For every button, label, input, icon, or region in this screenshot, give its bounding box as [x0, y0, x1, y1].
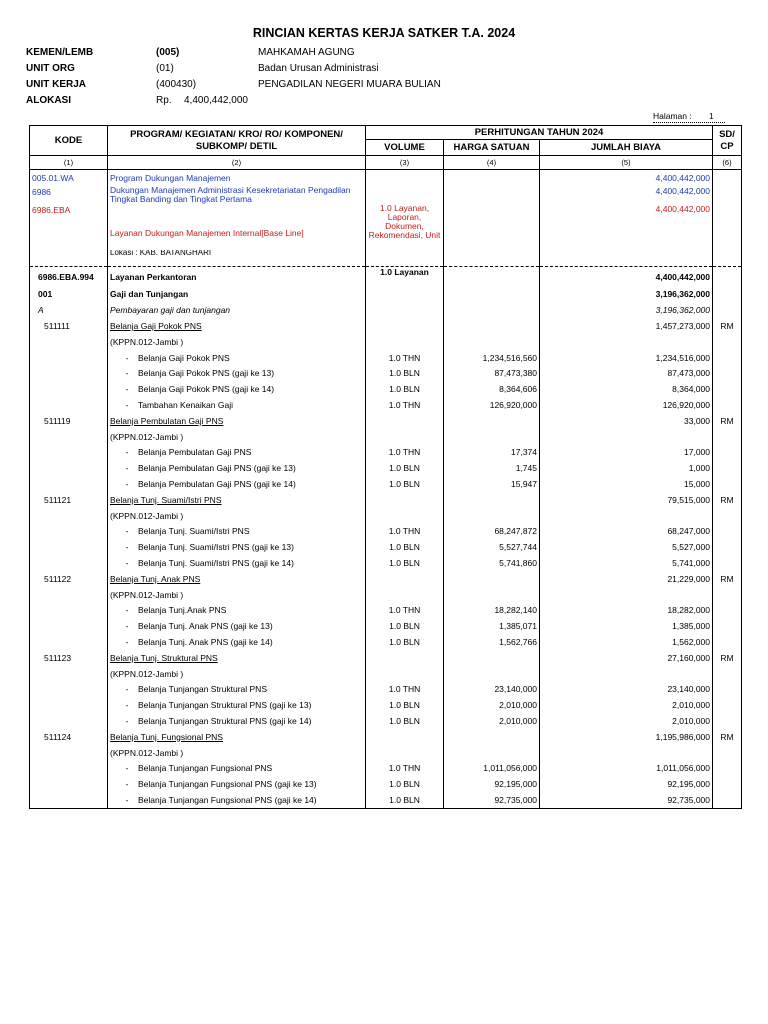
detail-row [30, 713, 742, 729]
account-source: RM [713, 318, 742, 334]
meta-value: MAHKAMAH AGUNG [258, 47, 355, 58]
row-total: 3,196,362,000 [540, 287, 713, 303]
detail-name: Belanja Tunj. Suami/Istri PNS [138, 526, 250, 537]
detail-row [30, 445, 742, 461]
detail-jumlah: 1,562,000 [540, 634, 713, 650]
col-header-harga: HARGA SATUAN [444, 140, 540, 156]
page-underline [653, 122, 725, 123]
detail-jumlah: 1,011,056,000 [540, 761, 713, 777]
col-number: (5) [540, 156, 713, 170]
detail-row [30, 539, 742, 555]
account-total: 21,229,000 [540, 571, 713, 587]
account-row [30, 318, 742, 334]
detail-name: Belanja Tunj.Anak PNS [138, 605, 227, 616]
col-number: (4) [444, 156, 540, 170]
row-volume: 1.0 Layanan [366, 266, 444, 287]
meta-value: Badan Urusan Administrasi [258, 63, 379, 74]
detail-name-cell [108, 792, 366, 808]
detail-jumlah: 1,000 [540, 460, 713, 476]
detail-name: Belanja Tunjangan Fungsional PNS [138, 763, 273, 774]
meta-key: ALOKASI [26, 95, 71, 106]
row-desc: Program Dukungan Manajemen [108, 170, 366, 186]
detail-name-cell [108, 460, 366, 476]
detail-row [30, 682, 742, 698]
detail-volume: 1.0 BLN [366, 792, 444, 808]
account-total: 27,160,000 [540, 650, 713, 666]
page-indicator [653, 111, 714, 121]
col-header-kode: KODE [30, 126, 108, 156]
detail-harga: 2,010,000 [444, 713, 540, 729]
col-header-perhitungan: PERHITUNGAN TAHUN 2024 [366, 126, 713, 140]
detail-name: Belanja Gaji Pokok PNS (gaji ke 14) [138, 384, 275, 395]
table-row [30, 266, 742, 287]
row-code: 6986.EBA [30, 204, 108, 250]
detail-jumlah: 92,735,000 [540, 792, 713, 808]
account-total: 79,515,000 [540, 492, 713, 508]
table-row [30, 287, 742, 303]
detail-jumlah: 15,000 [540, 476, 713, 492]
detail-name-cell [108, 445, 366, 461]
row-code: 6986 [30, 186, 108, 204]
row-code: 6986.EBA.994 [30, 266, 108, 287]
bullet-dash: - [125, 384, 129, 395]
detail-harga: 92,195,000 [444, 776, 540, 792]
detail-jumlah: 1,385,000 [540, 618, 713, 634]
detail-volume: 1.0 BLN [366, 555, 444, 571]
page-number: 1 [709, 111, 714, 121]
detail-name-cell [108, 476, 366, 492]
account-code: 511123 [30, 650, 108, 666]
account-name: Belanja Tunj. Struktural PNS [108, 650, 366, 666]
detail-jumlah: 2,010,000 [540, 697, 713, 713]
detail-harga: 87,473,380 [444, 366, 540, 382]
detail-name: Belanja Tunj. Anak PNS (gaji ke 14) [138, 637, 273, 648]
account-row [30, 413, 742, 429]
detail-harga: 1,011,056,000 [444, 761, 540, 777]
detail-volume: 1.0 BLN [366, 366, 444, 382]
detail-name: Belanja Tunj. Suami/Istri PNS (gaji ke 13) [138, 542, 294, 553]
detail-volume: 1.0 THN [366, 445, 444, 461]
kppn-row [30, 666, 742, 682]
detail-name: Belanja Tunjangan Struktural PNS (gaji ke 13) [138, 700, 312, 711]
col-number: (6) [713, 156, 742, 170]
detail-name-cell [108, 713, 366, 729]
detail-jumlah: 1,234,516,000 [540, 350, 713, 366]
detail-name-cell [108, 539, 366, 555]
detail-harga: 1,385,071 [444, 618, 540, 634]
detail-name-cell [108, 524, 366, 540]
bullet-dash: - [125, 368, 129, 379]
row-desc: Layanan Dukungan Manajemen Internal[Base Line] [108, 204, 366, 250]
table-row [30, 204, 742, 250]
col-number: (2) [108, 156, 366, 170]
detail-name: Belanja Tunj. Suami/Istri PNS (gaji ke 14) [138, 558, 294, 569]
col-header-sdcp: SD/ CP [713, 126, 742, 156]
detail-row [30, 350, 742, 366]
detail-jumlah: 92,195,000 [540, 776, 713, 792]
account-source: RM [713, 571, 742, 587]
detail-harga: 18,282,140 [444, 603, 540, 619]
account-name: Belanja Tunj. Fungsional PNS [108, 729, 366, 745]
detail-volume: 1.0 BLN [366, 776, 444, 792]
detail-jumlah: 17,000 [540, 445, 713, 461]
detail-volume: 1.0 BLN [366, 476, 444, 492]
detail-harga: 5,527,744 [444, 539, 540, 555]
kppn-label: (KPPN.012-Jambi ) [108, 429, 366, 445]
row-desc: Pembayaran gaji dan tunjangan [108, 302, 366, 318]
meta-code: (005) [156, 47, 180, 58]
account-total: 1,195,986,000 [540, 729, 713, 745]
detail-row [30, 634, 742, 650]
kppn-label: (KPPN.012-Jambi ) [108, 334, 366, 350]
detail-jumlah: 18,282,000 [540, 603, 713, 619]
document-title: RINCIAN KERTAS KERJA SATKER T.A. 2024 [252, 26, 516, 40]
detail-jumlah: 5,741,000 [540, 555, 713, 571]
bullet-dash: - [125, 716, 129, 726]
kppn-row [30, 745, 742, 761]
detail-name: Belanja Gaji Pokok PNS (gaji ke 13) [138, 368, 275, 379]
kppn-row [30, 334, 742, 350]
account-row [30, 492, 742, 508]
detail-row [30, 476, 742, 492]
detail-jumlah: 126,920,000 [540, 397, 713, 413]
account-name: Belanja Tunj. Anak PNS [108, 571, 366, 587]
detail-volume: 1.0 BLN [366, 634, 444, 650]
detail-volume: 1.0 BLN [366, 460, 444, 476]
detail-name-cell [108, 603, 366, 619]
bullet-dash: - [125, 542, 129, 553]
account-code: 511121 [30, 492, 108, 508]
detail-name-cell [108, 366, 366, 382]
detail-row [30, 397, 742, 413]
detail-harga: 92,735,000 [444, 792, 540, 808]
detail-jumlah: 5,527,000 [540, 539, 713, 555]
detail-name: Belanja Pembulatan Gaji PNS (gaji ke 13) [138, 463, 296, 474]
account-name: Belanja Gaji Pokok PNS [108, 318, 366, 334]
table-row [30, 250, 742, 266]
detail-name: Belanja Tunjangan Struktural PNS (gaji ke 14) [138, 716, 312, 726]
bullet-dash: - [125, 684, 129, 695]
detail-volume: 1.0 BLN [366, 381, 444, 397]
detail-name-cell [108, 381, 366, 397]
bullet-dash: - [125, 621, 129, 632]
detail-harga: 2,010,000 [444, 697, 540, 713]
detail-name: Tambahan Kenaikan Gaji [138, 400, 233, 411]
bullet-dash: - [125, 526, 129, 537]
detail-name-cell [108, 350, 366, 366]
detail-row [30, 697, 742, 713]
detail-name-cell [108, 776, 366, 792]
bullet-dash: - [125, 447, 129, 458]
meta-code: Rp. [156, 95, 172, 106]
account-code: 511122 [30, 571, 108, 587]
detail-harga: 68,247,872 [444, 524, 540, 540]
detail-harga: 5,741,860 [444, 555, 540, 571]
account-row [30, 571, 742, 587]
detail-name: Belanja Tunjangan Fungsional PNS (gaji ke 13) [138, 779, 317, 790]
col-header-jumlah: JUMLAH BIAYA [540, 140, 713, 156]
col-number: (3) [366, 156, 444, 170]
row-code: A [30, 302, 108, 318]
meta-code: (01) [156, 63, 174, 74]
row-total: 4,400,442,000 [540, 170, 713, 186]
detail-volume: 1.0 THN [366, 524, 444, 540]
row-total: 4,400,442,000 [540, 266, 713, 287]
account-source: RM [713, 413, 742, 429]
detail-volume: 1.0 THN [366, 603, 444, 619]
bullet-dash: - [125, 352, 129, 363]
detail-name-cell [108, 697, 366, 713]
col-header-program: PROGRAM/ KEGIATAN/ KRO/ RO/ KOMPONEN/ SUBKOMP/ DETIL [108, 126, 366, 156]
detail-name: Belanja Pembulatan Gaji PNS [138, 447, 252, 458]
account-name: Belanja Tunj. Suami/Istri PNS [108, 492, 366, 508]
detail-jumlah: 23,140,000 [540, 682, 713, 698]
page-label: Halaman : [653, 111, 692, 121]
detail-harga: 1,234,516,560 [444, 350, 540, 366]
row-total: 3,196,362,000 [540, 302, 713, 318]
detail-harga: 23,140,000 [444, 682, 540, 698]
detail-volume: 1.0 BLN [366, 697, 444, 713]
meta-key: KEMEN/LEMB [26, 47, 94, 58]
detail-volume: 1.0 BLN [366, 713, 444, 729]
detail-row [30, 776, 742, 792]
detail-jumlah: 2,010,000 [540, 713, 713, 729]
table-row [30, 186, 742, 204]
detail-jumlah: 87,473,000 [540, 366, 713, 382]
detail-row [30, 366, 742, 382]
account-row [30, 650, 742, 666]
table-row [30, 170, 742, 186]
detail-harga: 15,947 [444, 476, 540, 492]
detail-row [30, 792, 742, 808]
account-source: RM [713, 650, 742, 666]
bullet-dash: - [125, 479, 129, 490]
kppn-label: (KPPN.012-Jambi ) [108, 666, 366, 682]
kppn-label: (KPPN.012-Jambi ) [108, 745, 366, 761]
detail-name: Belanja Tunjangan Struktural PNS [138, 684, 267, 695]
row-total: 4,400,442,000 [540, 186, 713, 204]
detail-jumlah: 68,247,000 [540, 524, 713, 540]
detail-row [30, 460, 742, 476]
account-code: 511124 [30, 729, 108, 745]
detail-name-cell [108, 634, 366, 650]
meta-key: UNIT ORG [26, 63, 75, 74]
detail-volume: 1.0 THN [366, 350, 444, 366]
detail-name: Belanja Tunj. Anak PNS (gaji ke 13) [138, 621, 273, 632]
detail-name-cell [108, 618, 366, 634]
account-total: 33,000 [540, 413, 713, 429]
row-lokasi: Lokasi : KAB. BATANGHARI [108, 250, 366, 266]
bullet-dash: - [125, 463, 129, 474]
detail-row [30, 524, 742, 540]
bullet-dash: - [125, 779, 129, 790]
row-total: 4,400,442,000 [540, 204, 713, 250]
col-number: (1) [30, 156, 108, 170]
detail-volume: 1.0 THN [366, 397, 444, 413]
detail-name: Belanja Gaji Pokok PNS [138, 352, 230, 363]
meta-value: 4,400,442,000 [184, 95, 248, 106]
row-volume: 1.0 Layanan, Laporan, Dokumen, Rekomendasi, Unit [366, 204, 444, 250]
detail-harga: 1,745 [444, 460, 540, 476]
bullet-dash: - [125, 637, 129, 648]
kppn-row [30, 429, 742, 445]
account-row [30, 729, 742, 745]
bullet-dash: - [125, 558, 129, 569]
detail-name-cell [108, 555, 366, 571]
account-source: RM [713, 492, 742, 508]
kppn-row [30, 508, 742, 524]
detail-harga: 126,920,000 [444, 397, 540, 413]
detail-row [30, 381, 742, 397]
detail-volume: 1.0 BLN [366, 618, 444, 634]
meta-key: UNIT KERJA [26, 79, 87, 90]
meta-value: PENGADILAN NEGERI MUARA BULIAN [258, 79, 441, 90]
table-row [30, 302, 742, 318]
detail-volume: 1.0 THN [366, 761, 444, 777]
detail-row [30, 618, 742, 634]
meta-code: (400430) [156, 79, 197, 90]
bullet-dash: - [125, 605, 129, 616]
detail-name: Belanja Pembulatan Gaji PNS (gaji ke 14) [138, 479, 296, 490]
detail-harga: 17,374 [444, 445, 540, 461]
row-code: 001 [30, 287, 108, 303]
bullet-dash: - [125, 794, 129, 805]
budget-table [29, 125, 742, 809]
bullet-dash: - [125, 400, 129, 411]
detail-harga: 1,562,766 [444, 634, 540, 650]
kppn-label: (KPPN.012-Jambi ) [108, 587, 366, 603]
row-desc: Gaji dan Tunjangan [108, 287, 366, 303]
detail-row [30, 603, 742, 619]
detail-harga: 8,364,606 [444, 381, 540, 397]
detail-name-cell [108, 682, 366, 698]
account-code: 511111 [30, 318, 108, 334]
account-total: 1,457,273,000 [540, 318, 713, 334]
detail-name-cell [108, 761, 366, 777]
detail-jumlah: 8,364,000 [540, 381, 713, 397]
row-code: 005.01.WA [30, 170, 108, 186]
account-source: RM [713, 729, 742, 745]
col-header-volume: VOLUME [366, 140, 444, 156]
account-name: Belanja Pembulatan Gaji PNS [108, 413, 366, 429]
detail-row [30, 555, 742, 571]
row-desc: Dukungan Manajemen Administrasi Kesekretariatan Pengadilan Tingkat Banding dan Tingkat Pertama [108, 186, 366, 204]
detail-row [30, 761, 742, 777]
detail-volume: 1.0 BLN [366, 539, 444, 555]
row-desc: Layanan Perkantoran [108, 266, 366, 287]
kppn-label: (KPPN.012-Jambi ) [108, 508, 366, 524]
detail-name-cell [108, 397, 366, 413]
bullet-dash: - [125, 763, 129, 774]
detail-name: Belanja Tunjangan Fungsional PNS (gaji ke 14) [138, 794, 317, 805]
kppn-row [30, 587, 742, 603]
account-code: 511119 [30, 413, 108, 429]
detail-volume: 1.0 THN [366, 682, 444, 698]
bullet-dash: - [125, 700, 129, 711]
